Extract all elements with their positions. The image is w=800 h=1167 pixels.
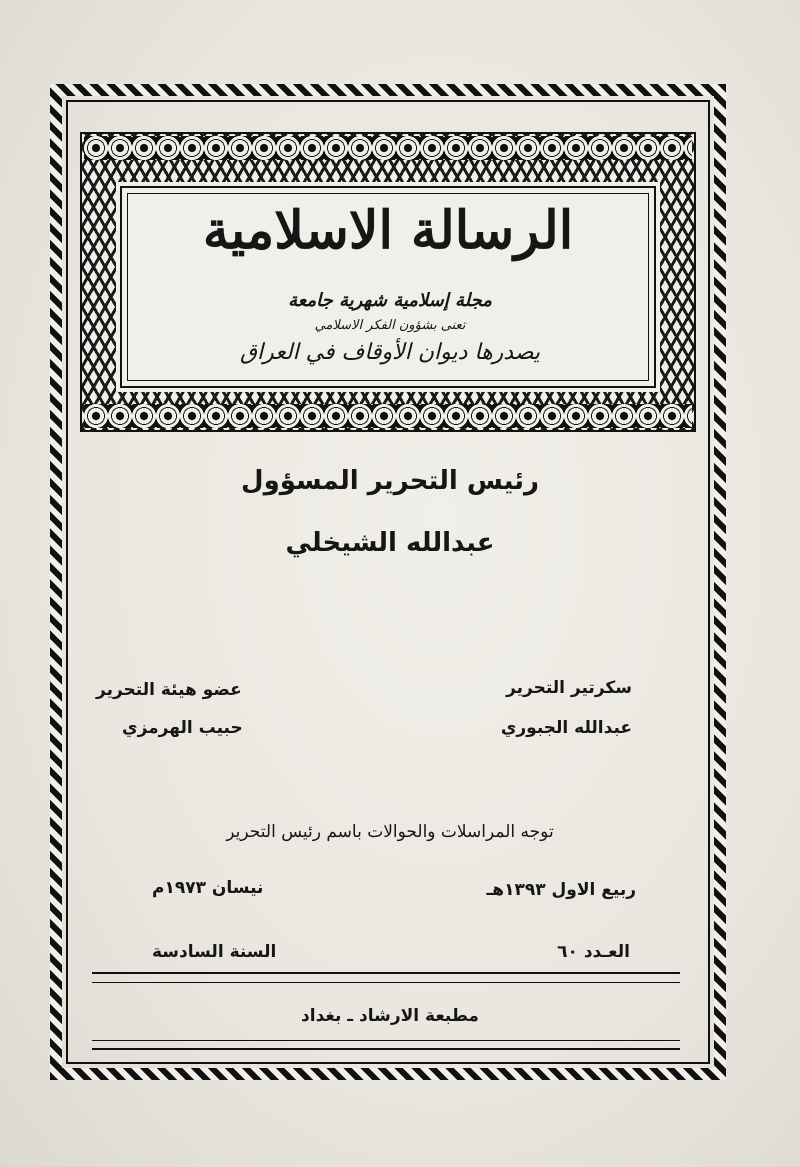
magazine-subtitle: مجلة إسلامية شهرية جامعة (288, 290, 492, 311)
board-member-name: حبيب الهرمزي (122, 718, 243, 738)
ornament-band-top (84, 136, 692, 160)
board-member-label: عضو هيئة التحرير (96, 680, 242, 700)
hijri-date: ربيع الاول ١٣٩٣هـ (486, 880, 636, 900)
divider-rule (92, 1048, 680, 1050)
divider-rule (92, 982, 680, 983)
printer-line: مطبعة الارشاد ـ بغداد (301, 1006, 479, 1026)
divider-rule (92, 1040, 680, 1041)
gregorian-date: نيسان ١٩٧٣م (152, 878, 264, 898)
divider-rule (92, 972, 680, 974)
issue-number: العـدد ٦٠ (557, 942, 630, 962)
editor-in-chief-label: رئيس التحرير المسؤول (241, 466, 539, 496)
editor-in-chief-name: عبدالله الشيخلي (285, 528, 495, 558)
ornament-band-bottom (84, 404, 692, 428)
correspondence-notice: توجه المراسلات والحوالات باسم رئيس التحرير (226, 822, 554, 842)
secretary-name: عبدالله الجبوري (500, 718, 632, 738)
volume-year: السنة السادسة (152, 942, 277, 962)
publisher-line: يصدرها ديوان الأوقاف في العراق (239, 340, 541, 365)
secretary-label: سكرتير التحرير (506, 678, 632, 698)
magazine-tagline: تعنى بشؤون الفكر الاسلامي (314, 318, 466, 333)
magazine-title: الرسالة الاسلامية (202, 200, 574, 261)
